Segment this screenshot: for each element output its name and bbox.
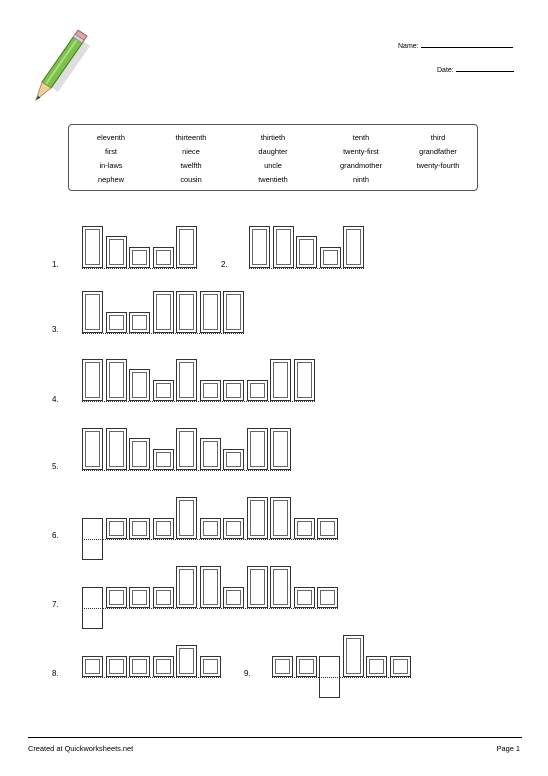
- question-number: 4.: [52, 395, 59, 404]
- letter-box-tall[interactable]: [343, 226, 364, 268]
- baseline: [82, 608, 338, 609]
- letter-box-short[interactable]: [106, 587, 127, 608]
- letter-box-short[interactable]: [294, 587, 315, 608]
- word-bank-item: eleventh: [97, 133, 125, 142]
- letter-box-tall[interactable]: [200, 566, 221, 608]
- box-midline: [82, 608, 103, 609]
- letter-box-tall[interactable]: [270, 497, 291, 539]
- letter-box-short[interactable]: [200, 380, 221, 401]
- name-label: Name:: [398, 43, 419, 50]
- letter-box-short[interactable]: [153, 587, 174, 608]
- letter-box-short[interactable]: [106, 518, 127, 539]
- letter-box-short[interactable]: [200, 656, 221, 677]
- baseline: [82, 539, 338, 540]
- letter-box-tall[interactable]: [82, 428, 103, 470]
- word-bank-item: first: [105, 147, 117, 156]
- letter-box-short[interactable]: [129, 656, 150, 677]
- box-midline: [319, 677, 340, 678]
- footer-divider: [28, 737, 522, 738]
- letter-box-short[interactable]: [106, 656, 127, 677]
- question-number: 2.: [221, 260, 228, 269]
- word-bank-item: twenty-fourth: [416, 161, 460, 170]
- pencil-icon: [28, 30, 90, 102]
- word-bank: [68, 124, 478, 191]
- baseline: [82, 268, 197, 269]
- word-bank-item: in-laws: [99, 161, 123, 170]
- letter-box-short[interactable]: [200, 518, 221, 539]
- word-bank-item: nephew: [98, 175, 124, 184]
- baseline: [82, 333, 244, 334]
- letter-box-tall[interactable]: [247, 428, 268, 470]
- name-field[interactable]: [398, 40, 513, 50]
- letter-box-short[interactable]: [223, 449, 244, 470]
- letter-box-short[interactable]: [317, 587, 338, 608]
- letter-box-tall[interactable]: [153, 291, 174, 333]
- baseline: [272, 677, 411, 678]
- letter-box-short[interactable]: [247, 380, 268, 401]
- letter-box-tall[interactable]: [270, 359, 291, 401]
- word-bank-item: thirtieth: [260, 133, 286, 142]
- question-number: 8.: [52, 669, 59, 678]
- letter-box-short[interactable]: [317, 518, 338, 539]
- word-bank-item: grandmother: [340, 161, 382, 170]
- letter-box-tall[interactable]: [176, 359, 197, 401]
- baseline: [82, 677, 221, 678]
- date-field[interactable]: [437, 64, 514, 74]
- letter-box-tall[interactable]: [176, 497, 197, 539]
- letter-box-mid[interactable]: [129, 369, 150, 401]
- letter-box-short[interactable]: [129, 247, 150, 268]
- question-number: 3.: [52, 325, 59, 334]
- letter-box-short[interactable]: [390, 656, 411, 677]
- letter-box-short[interactable]: [223, 518, 244, 539]
- footer-page-number: Page 1: [496, 744, 520, 753]
- question-number: 7.: [52, 600, 59, 609]
- letter-box-tall[interactable]: [247, 497, 268, 539]
- letter-box-short[interactable]: [223, 380, 244, 401]
- baseline: [249, 268, 364, 269]
- box-midline: [82, 539, 103, 540]
- date-line[interactable]: [456, 64, 514, 72]
- word-bank-item: niece: [182, 147, 200, 156]
- word-bank-item: uncle: [264, 161, 282, 170]
- letter-box-short[interactable]: [272, 656, 293, 677]
- letter-box-short[interactable]: [223, 587, 244, 608]
- letter-box-short[interactable]: [82, 656, 103, 677]
- letter-box-tall[interactable]: [200, 291, 221, 333]
- letter-box-short[interactable]: [153, 449, 174, 470]
- letter-box-tall[interactable]: [294, 359, 315, 401]
- letter-box-short[interactable]: [320, 247, 341, 268]
- word-bank-item: tenth: [352, 133, 370, 142]
- letter-box-short[interactable]: [296, 656, 317, 677]
- letter-box-tall[interactable]: [176, 226, 197, 268]
- letter-box-short[interactable]: [153, 247, 174, 268]
- word-bank-item: cousin: [180, 175, 202, 184]
- letter-box-tall[interactable]: [249, 226, 270, 268]
- word-bank-item: ninth: [352, 175, 370, 184]
- word-bank-item: twentieth: [258, 175, 288, 184]
- name-line[interactable]: [421, 40, 513, 48]
- letter-box-tall[interactable]: [176, 428, 197, 470]
- letter-box-short[interactable]: [294, 518, 315, 539]
- question-number: 6.: [52, 531, 59, 540]
- letter-box-tall[interactable]: [223, 291, 244, 333]
- date-label: Date:: [437, 67, 454, 74]
- letter-box-tall[interactable]: [343, 635, 364, 677]
- word-bank-item: third: [430, 133, 446, 142]
- letter-box-tall[interactable]: [82, 359, 103, 401]
- letter-box-tall[interactable]: [82, 291, 103, 333]
- letter-box-short[interactable]: [106, 312, 127, 333]
- letter-box-tall[interactable]: [176, 291, 197, 333]
- baseline: [82, 401, 315, 402]
- baseline: [82, 470, 291, 471]
- letter-box-tall[interactable]: [270, 428, 291, 470]
- letter-box-tall[interactable]: [176, 566, 197, 608]
- letter-box-tall[interactable]: [106, 428, 127, 470]
- letter-box-tall[interactable]: [106, 359, 127, 401]
- letter-box-short[interactable]: [129, 312, 150, 333]
- question-number: 1.: [52, 260, 59, 269]
- word-bank-item: twenty-first: [343, 147, 379, 156]
- letter-box-tall[interactable]: [82, 226, 103, 268]
- letter-box-tall[interactable]: [273, 226, 294, 268]
- letter-box-tall[interactable]: [270, 566, 291, 608]
- word-bank-item: grandfather: [419, 147, 457, 156]
- letter-box-mid[interactable]: [129, 438, 150, 470]
- question-number: 9.: [244, 669, 251, 678]
- letter-box-mid[interactable]: [176, 645, 197, 677]
- word-bank-item: daughter: [258, 147, 288, 156]
- letter-box-short[interactable]: [153, 656, 174, 677]
- letter-box-mid[interactable]: [296, 236, 317, 268]
- letter-box-tall[interactable]: [247, 566, 268, 608]
- letter-box-short[interactable]: [153, 518, 174, 539]
- footer-credit: Created at Quickworksheets.net: [28, 744, 134, 753]
- letter-box-mid[interactable]: [200, 438, 221, 470]
- letter-box-mid[interactable]: [106, 236, 127, 268]
- word-bank-item: twelfth: [180, 161, 202, 170]
- letter-box-short[interactable]: [129, 587, 150, 608]
- letter-box-short[interactable]: [366, 656, 387, 677]
- letter-box-short[interactable]: [129, 518, 150, 539]
- word-bank-item: thirteenth: [175, 133, 207, 142]
- question-number: 5.: [52, 462, 59, 471]
- letter-box-short[interactable]: [153, 380, 174, 401]
